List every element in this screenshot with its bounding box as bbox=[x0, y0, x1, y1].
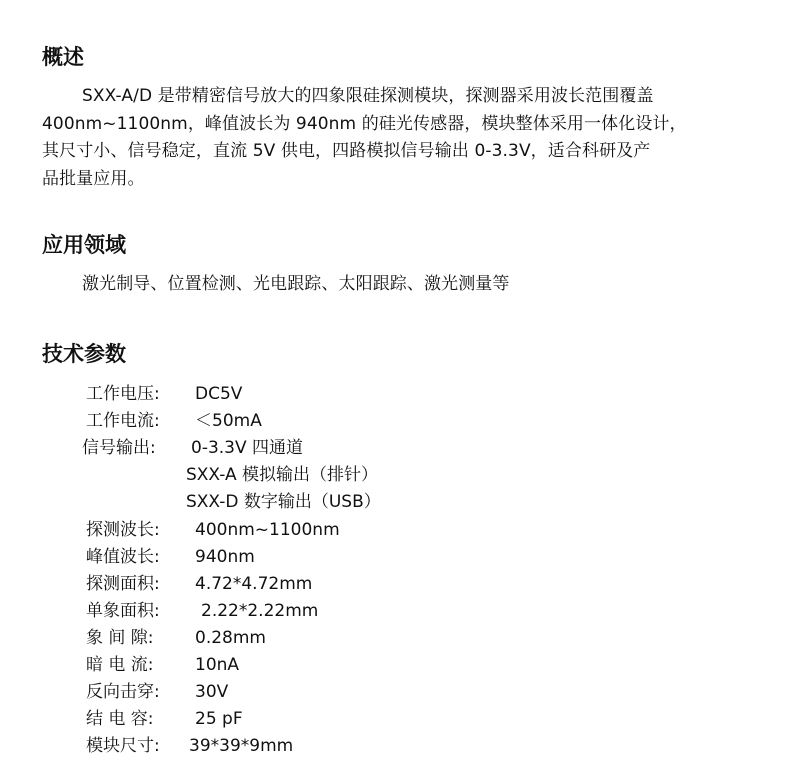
spec-label: 探测波长: bbox=[86, 520, 160, 540]
spec-label: 工作电压: bbox=[86, 384, 160, 404]
overview-paragraph bbox=[42, 83, 762, 193]
spec-row-dark-current bbox=[86, 652, 239, 679]
spec-value: 0.28mm bbox=[195, 628, 266, 648]
spec-value: 39*39*9mm bbox=[189, 736, 294, 756]
spec-row-size bbox=[86, 733, 293, 760]
overview-line-1: SXX-A/D 是带精密信号放大的四象限硅探测模块，探测器采用波长范围覆盖 bbox=[82, 86, 654, 106]
spec-row-quadrant-area bbox=[86, 598, 318, 625]
spec-sub-row-analog: SXX-A 模拟输出（排针） bbox=[186, 465, 379, 485]
spec-label: 结 电 容: bbox=[86, 709, 154, 729]
spec-value: 4.72*4.72mm bbox=[195, 574, 313, 594]
spec-row-output bbox=[82, 435, 303, 462]
spec-value: 2.22*2.22mm bbox=[201, 601, 319, 621]
spec-value: ＜50mA bbox=[195, 411, 262, 431]
spec-row-current bbox=[86, 408, 262, 435]
specs-heading: 技术参数 bbox=[42, 342, 126, 366]
spec-value: 0-3.3V 四通道 bbox=[191, 438, 304, 458]
spec-value: 25 pF bbox=[195, 709, 243, 729]
spec-value: 400nm~1100nm bbox=[195, 520, 340, 540]
overview-heading: 概述 bbox=[42, 45, 84, 69]
spec-value: 940nm bbox=[195, 547, 255, 567]
spec-label: 象 间 隙: bbox=[86, 628, 154, 648]
spec-value: 10nA bbox=[195, 655, 240, 675]
spec-label: 探测面积: bbox=[86, 574, 160, 594]
spec-row-breakdown bbox=[86, 679, 228, 706]
spec-row-wavelength bbox=[86, 517, 340, 544]
spec-label: 反向击穿: bbox=[86, 682, 160, 702]
spec-label: 峰值波长: bbox=[86, 547, 160, 567]
overview-line-3: 其尺寸小、信号稳定，直流 5V 供电，四路模拟信号输出 0-3.3V，适合科研及产 bbox=[42, 141, 651, 161]
spec-label: 模块尺寸: bbox=[86, 736, 160, 756]
spec-row-area bbox=[86, 571, 312, 598]
spec-label: 单象面积: bbox=[86, 601, 160, 621]
spec-value: DC5V bbox=[195, 384, 243, 404]
overview-line-4: 品批量应用。 bbox=[42, 168, 145, 189]
spec-value: 30V bbox=[195, 682, 229, 702]
spec-label: 暗 电 流: bbox=[86, 655, 154, 675]
spec-row-gap bbox=[86, 625, 266, 652]
spec-row-capacitance bbox=[86, 706, 243, 733]
spec-label: 工作电流: bbox=[86, 411, 160, 431]
spec-sub-row-digital: SXX-D 数字输出（USB） bbox=[186, 492, 381, 512]
applications-heading: 应用领域 bbox=[42, 233, 126, 257]
applications-text: 激光制导、位置检测、光电跟踪、太阳跟踪、激光测量等 bbox=[82, 274, 510, 294]
spec-row-peak bbox=[86, 544, 255, 571]
spec-row-voltage bbox=[86, 381, 242, 408]
applications-paragraph bbox=[42, 271, 762, 299]
spec-label: 信号输出: bbox=[82, 438, 156, 458]
overview-line-2: 400nm~1100nm，峰值波长为 940nm 的硅光传感器，模块整体采用一体化设计， bbox=[42, 113, 687, 134]
